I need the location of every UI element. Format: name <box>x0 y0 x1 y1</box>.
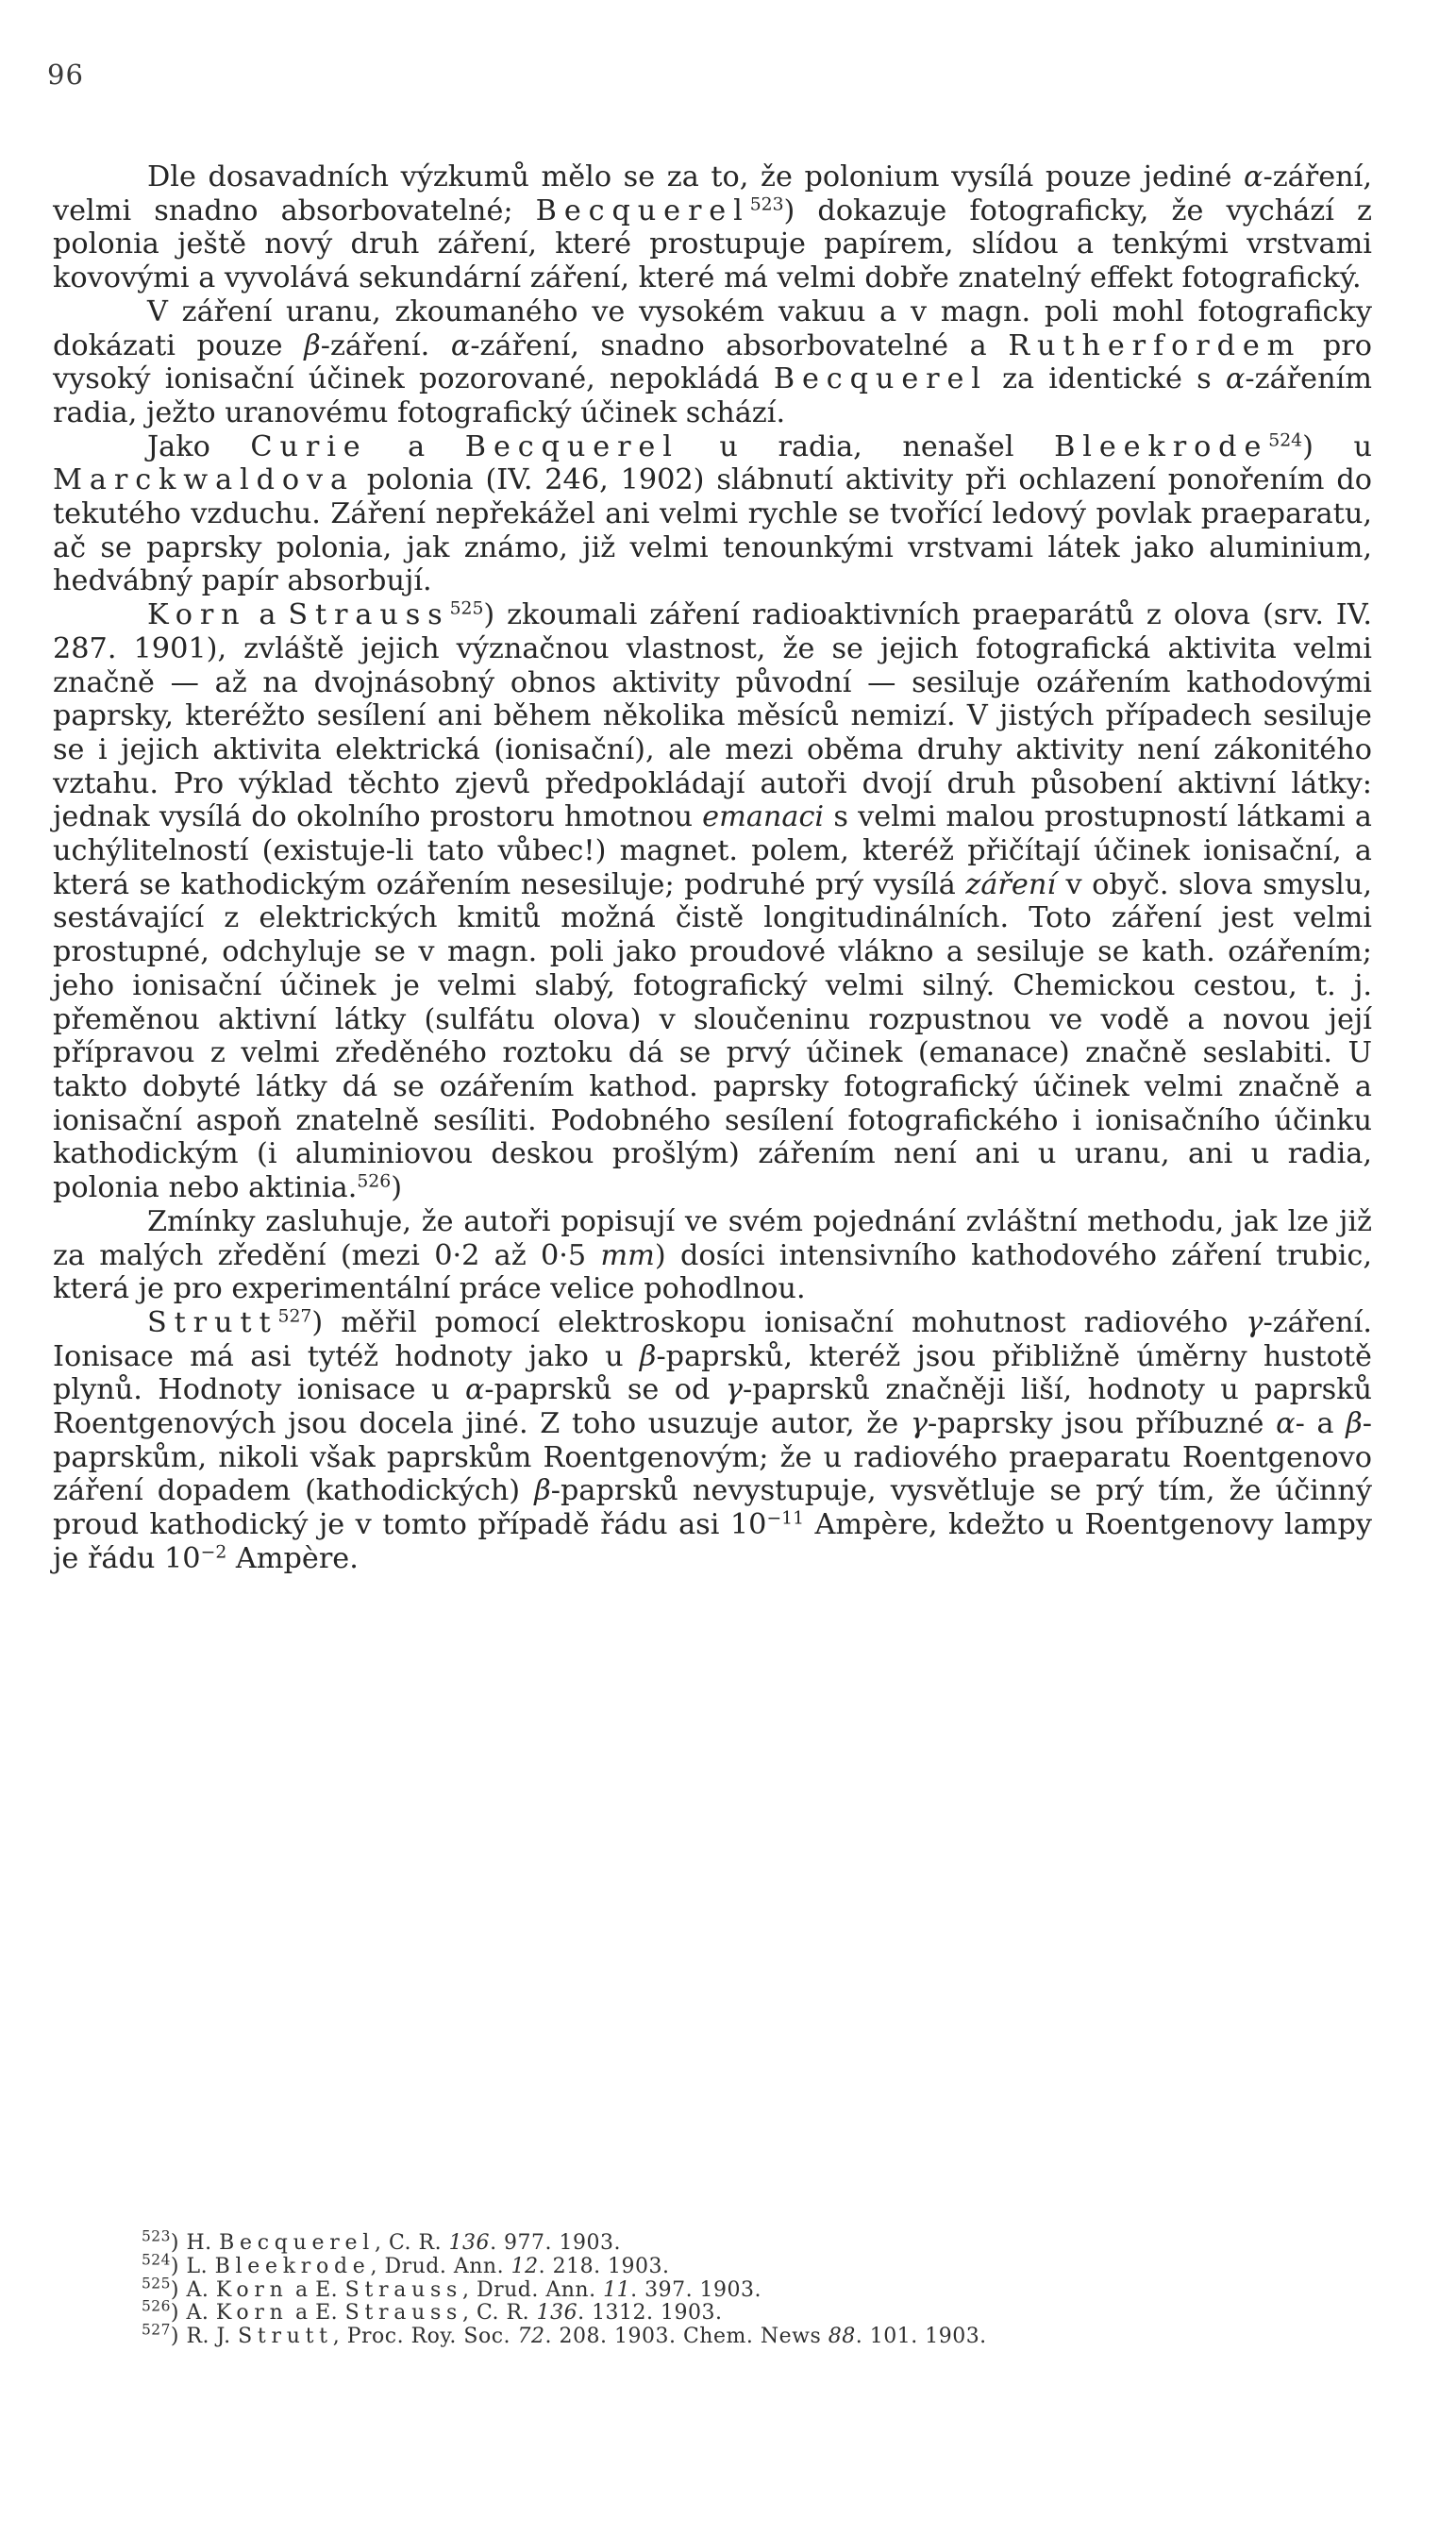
text-run: -záření, velmi snadno absorbovatelné; <box>53 160 1372 227</box>
text-run: L. <box>186 2254 215 2278</box>
author-name: Strutt <box>238 2325 333 2349</box>
italic-text: α <box>464 1373 485 1407</box>
italic-text: β <box>639 1339 657 1373</box>
text-run: R. J. <box>186 2325 239 2349</box>
text-run: za identické s <box>987 362 1226 396</box>
footnote-number: $^{524}$) <box>142 2251 187 2278</box>
italic-text: α <box>1276 1407 1296 1441</box>
text-run: H. <box>186 2231 220 2255</box>
text-run: , C. R. <box>462 2301 537 2326</box>
italic-text: 12 <box>510 2254 539 2278</box>
italic-text: α <box>1244 160 1264 193</box>
text-run: , C. R. <box>374 2231 449 2255</box>
text-run: ) <box>391 1171 403 1205</box>
text-run: Dle dosavadních výzkumů mělo se za to, že polonium vysílá pouze jediné <box>147 160 1245 193</box>
author-name: Bleekrode <box>214 2254 371 2278</box>
text-run: . 1312. 1903. <box>577 2301 723 2326</box>
text-run: , Drud. Ann. <box>462 2277 604 2302</box>
italic-text: 136 <box>448 2231 491 2255</box>
text-run: -záření. Ionisace má asi tytéž hodnoty jako u <box>53 1305 1372 1373</box>
reference-marker: 523 <box>749 194 784 215</box>
author-name: Becquerel <box>464 429 679 463</box>
reference-marker: −2 <box>200 1542 227 1563</box>
reference-marker: 524 <box>1268 430 1303 451</box>
footnote-number-value: 526 <box>142 2297 171 2315</box>
text-run: Zmínky zasluhuje, že autoři popisují ve svém pojednání zvláštní methodu, jak lze již za malých zředění (mezi 0·2 až 0·5 <box>53 1204 1372 1272</box>
italic-text: α <box>1225 362 1246 396</box>
author-name: Becquerel <box>219 2231 375 2255</box>
text-run: . 977. 1903. <box>490 2231 622 2255</box>
author-name: Korn <box>215 2277 289 2302</box>
text-run: Jako <box>147 429 251 463</box>
footnote <box>142 2251 1368 2279</box>
reference-marker: 526 <box>357 1171 392 1192</box>
text-run: Ampère, kdežto u Roentgenovy lampy je řádu 10 <box>53 1508 1373 1575</box>
author-name: Bleekrode <box>1054 429 1269 463</box>
author-name: Strauss <box>344 2277 462 2302</box>
author-name: Marckwaldova <box>53 463 355 497</box>
author-name: Strauss <box>288 598 450 632</box>
text-run: v obyč. slova smyslu, sestávající z elektrických kmitů možná čistě longitudinálních. Toto záření jest velmi prostupné, odchyluje se v magn. poli jako proudové vlákno a sesiluje se kath. ozářením; jeho ionisační účinek je velmi slabý, fotografický velmi silný. Chemickou cestou, t. j. přeměnou aktivní látky (sulfátu olova) v sloučeninu rozpustnou ve vodě a novou její přípravou z velmi zředěného roztoku dá se prvý účinek (emanace) značně seslabiti. U takto dobyté látky dá se ozářením kathod. paprsky fotografický účinek velmi značně a ionisační aspoň znatelně sesíliti. Podobného sesílení fotografického i ionisačního účinku kathodickým (i aluminiovou deskou prošlým) zářením není ani u uranu, ani u radia, polonia nebo aktinia. <box>53 867 1372 1205</box>
paragraph <box>53 1306 1372 1576</box>
italic-text: mm <box>600 1238 655 1272</box>
italic-text: γ <box>910 1407 928 1441</box>
text-run: -paprsků značněji liší, hodnoty u paprsků Roentgenových jsou docela jiné. Z toho usuzuje autor, že <box>53 1373 1372 1441</box>
text-run: -paprsky jsou příbuzné <box>927 1407 1277 1441</box>
reference-marker: 527 <box>277 1306 312 1327</box>
text-run: . 218. 1903. <box>538 2254 670 2278</box>
author-name: Rutherfordem <box>1008 328 1302 362</box>
text-run: A. <box>186 2277 216 2302</box>
text-run: a <box>246 598 289 632</box>
text-run: -paprsků se od <box>484 1373 726 1407</box>
author-name: Korn <box>215 2301 289 2326</box>
footnote <box>142 2297 1368 2326</box>
text-run: a E. <box>288 2301 345 2326</box>
text-run: , Drud. Ann. <box>370 2254 511 2278</box>
italic-text: β <box>534 1474 551 1508</box>
text-run: V záření uranu, zkoumaného ve vysokém vakuu a v magn. poli mohl fotograficky dokázati pouze <box>53 294 1372 362</box>
text-run: u radia, nenašel <box>678 429 1055 463</box>
text-run: A. <box>186 2301 216 2326</box>
italic-text: γ <box>1246 1305 1264 1339</box>
footnote <box>142 2321 1368 2349</box>
text-run: -paprsků nevystupuje, vysvětluje se prý tím, že účinný proud kathodický je v tomto případě řádu asi 10 <box>53 1474 1372 1542</box>
reference-marker: 525 <box>449 598 484 619</box>
footnote-number: $^{526}$) <box>142 2297 187 2326</box>
page-number: 96 <box>47 59 84 91</box>
text-run: -záření. <box>320 328 451 362</box>
italic-text: 11 <box>603 2277 631 2302</box>
text-run: polonia (IV. 246, 1902) slábnutí aktivity při ochlazení ponořením do tekutého vzduchu. Záření nepřekážel ani velmi rychle se tvořící ledový povlak praeparatu, ač se paprsky polonia, jak známo, již velmi tenounkými vrstvami látek jako aluminium, hedvábný papír absorbují. <box>53 463 1372 598</box>
text-run: pro vysoký ionisační účinek pozorované, nepokládá <box>53 328 1373 396</box>
text-run: ) dosíci intensivního kathodového záření trubic, která je pro experimentální práce velice pohodlnou. <box>53 1238 1372 1306</box>
footnote <box>142 2227 1368 2256</box>
text-run: a E. <box>288 2277 345 2302</box>
italic-text: 88 <box>828 2325 856 2349</box>
italic-text: γ <box>725 1373 743 1407</box>
footnote-number: $^{527}$) <box>142 2321 187 2349</box>
italic-text: emanaci <box>702 800 825 834</box>
author-name: Strauss <box>344 2301 462 2326</box>
text-run: ) dokazuje fotograficky, že vychází z polonia ještě nový druh záření, které prostupuje papírem, slídou a tenkými vrstvami kovovými a vyvolává sekundární záření, které má velmi dobře znatelný effekt fotografický. <box>53 193 1372 295</box>
text-run: ) u <box>1302 429 1373 463</box>
paragraph <box>53 1205 1372 1306</box>
italic-text: α <box>450 328 471 362</box>
footnote-number-value: 527 <box>142 2321 171 2339</box>
text-run: Ampère. <box>226 1541 359 1575</box>
author-name: Korn <box>147 598 247 632</box>
text-run: , Proc. Roy. Soc. <box>332 2325 518 2349</box>
author-name: Becquerel <box>773 362 988 396</box>
footnote-number: $^{523}$) <box>142 2227 187 2255</box>
paragraph <box>53 598 1372 1205</box>
footnote-number-value: 525 <box>142 2275 171 2292</box>
paragraph <box>53 160 1372 295</box>
text-run: -paprskům, nikoli však paprskům Roentgenovým; že u radiového praeparatu Roentgenovo záření dopadem (kathodických) <box>53 1407 1373 1508</box>
text-run: s velmi malou prostupností látkami a uchýlitelností (existuje-li tato vůbec!) magnet. polem, kteréž přičítají účinek ionisační, a která se kathodickým ozářením nesesiluje; podruhé prý vysílá <box>53 800 1372 901</box>
paragraph <box>53 295 1372 430</box>
footnote-number-value: 524 <box>142 2251 171 2269</box>
reference-marker: −11 <box>766 1508 805 1529</box>
text-run: - a <box>1295 1407 1347 1441</box>
italic-text: 136 <box>536 2301 578 2326</box>
footnote-number: $^{525}$) <box>142 2275 187 2302</box>
italic-text: 72 <box>517 2325 545 2349</box>
footnotes <box>142 2227 1368 2349</box>
italic-text: záření <box>965 867 1057 901</box>
text-run: a <box>367 429 465 463</box>
text-run: -paprsků, kteréž jsou přibližně úměrny hustotě plynů. Hodnoty ionisace u <box>53 1339 1372 1407</box>
italic-text: β <box>304 328 321 362</box>
paragraph <box>53 430 1372 599</box>
text-run: . 208. 1903. Chem. News <box>544 2325 828 2349</box>
text-run: -zářením radia, ježto uranovému fotografický účinek schází. <box>53 362 1372 429</box>
text-run: ) zkoumali záření radioaktivních praeparátů z olova (srv. IV. 287. 1901), zvláště jejich význačnou vlastnost, že se jejich fotografická aktivita velmi značně — až na dvojnásobný obnos aktivity původní — sesiluje ozářením kathodovými paprsky, kteréžto sesílení ani během několika měsíců nemizí. V jistých případech sesiluje se i jejich aktivita elektrická (ionisační), ale mezi oběma druhy aktivity není zákonitého vztahu. Pro výklad těchto zjevů předpokládají autoři dvojí druh působení aktivní látky: jednak vysílá do okolního prostoru hmotnou <box>53 598 1372 834</box>
text-run: . 101. 1903. <box>855 2325 987 2349</box>
author-name: Strutt <box>147 1305 278 1339</box>
footnote-number-value: 523 <box>142 2227 171 2245</box>
italic-text: β <box>1346 1407 1363 1441</box>
text-run: ) měřil pomocí elektroskopu ionisační mohutnost radiového <box>311 1305 1247 1339</box>
author-name: Becquerel <box>535 193 750 227</box>
text-run: -záření, snadno absorbovatelné a <box>470 328 1009 362</box>
author-name: Curie <box>250 429 368 463</box>
text-run: . 397. 1903. <box>630 2277 762 2302</box>
body-text <box>53 160 1372 1576</box>
footnote <box>142 2275 1368 2303</box>
